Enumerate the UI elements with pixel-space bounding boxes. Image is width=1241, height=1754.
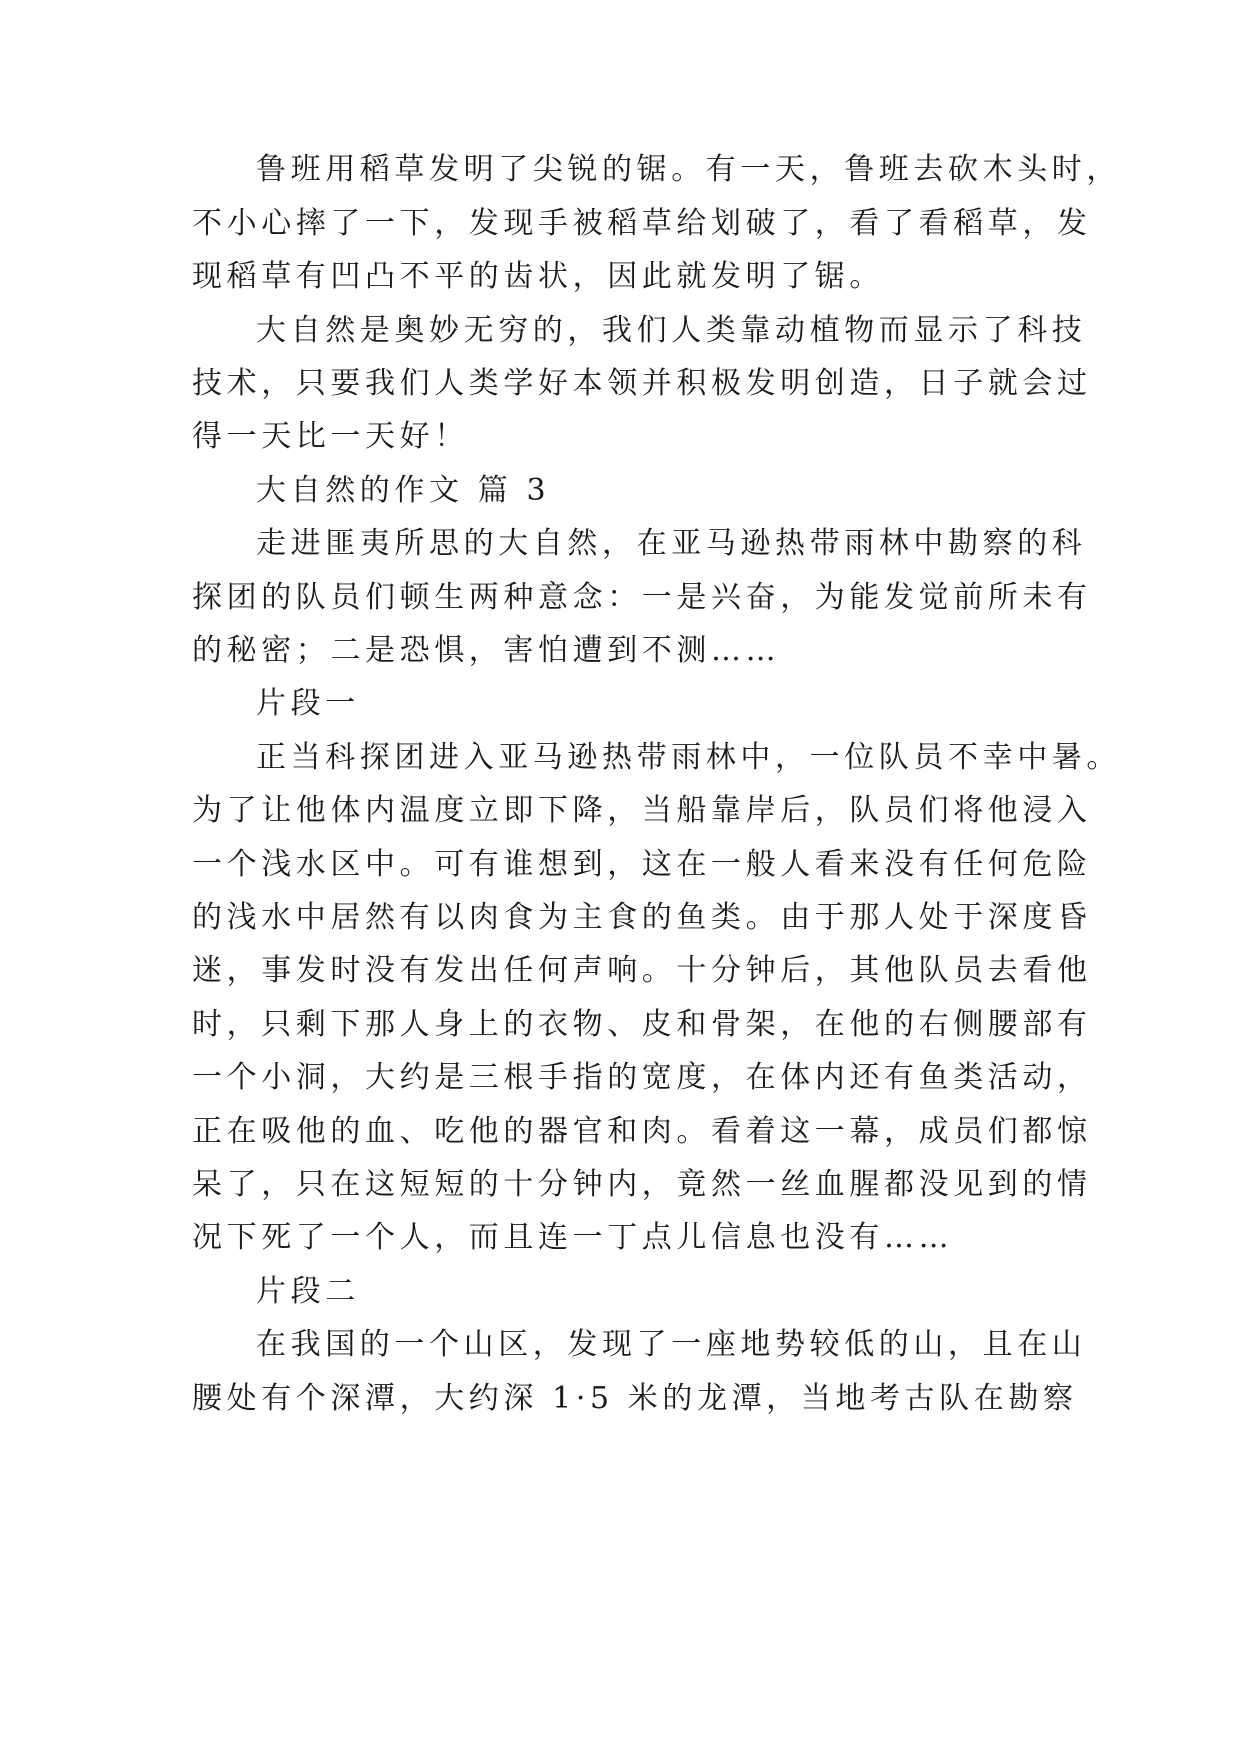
- paragraph-line: 探团的队员们顿生两种意念：一是兴奋，为能发觉前所未有: [192, 580, 1092, 615]
- paragraph-line: 正在吸他的血、吃他的器官和肉。看着这一幕，成员们都惊: [192, 1114, 1092, 1149]
- paragraph-line: 腰处有个深潭，大约深 1·5 米的龙潭，当地考古队在勘察: [192, 1381, 1078, 1416]
- paragraph-line: 不小心摔了一下，发现手被稻草给划破了，看了看稻草，发: [192, 206, 1092, 241]
- paragraph-line: 一个浅水区中。可有谁想到，这在一般人看来没有任何危险: [192, 847, 1092, 882]
- fragment-heading: 片段一: [256, 686, 360, 721]
- paragraph-line: 大自然是奥妙无穷的，我们人类靠动植物而显示了科技: [256, 313, 1087, 348]
- paragraph-line: 的浅水中居然有以肉食为主食的鱼类。由于那人处于深度昏: [192, 900, 1092, 935]
- paragraph-line: 鲁班用稻草发明了尖锐的锯。有一天，鲁班去砍木头时，: [256, 152, 1121, 187]
- paragraph-line: 正当科探团进入亚马逊热带雨林中，一位队员不幸中暑。: [256, 740, 1121, 775]
- paragraph-line: 为了让他体内温度立即下降，当船靠岸后，队员们将他浸入: [192, 793, 1092, 828]
- paragraph-line: 得一天比一天好！: [192, 419, 469, 454]
- paragraph-line: 的秘密；二是恐惧，害怕遭到不测……: [192, 633, 781, 668]
- paragraph-line: 一个小洞，大约是三根手指的宽度，在体内还有鱼类活动，: [192, 1060, 1092, 1095]
- paragraph-line: 迷，事发时没有发出任何声响。十分钟后，其他队员去看他: [192, 953, 1092, 988]
- paragraph-line: 在我国的一个山区，发现了一座地势较低的山，且在山: [256, 1327, 1087, 1362]
- section-heading: 大自然的作文 篇 3: [256, 473, 551, 508]
- fragment-heading: 片段二: [256, 1274, 360, 1309]
- paragraph-line: 现稻草有凹凸不平的齿状，因此就发明了锯。: [192, 259, 884, 294]
- paragraph-line: 技术，只要我们人类学好本领并积极发明创造，日子就会过: [192, 366, 1092, 401]
- paragraph-line: 时，只剩下那人身上的衣物、皮和骨架，在他的右侧腰部有: [192, 1007, 1092, 1042]
- paragraph-line: 走进匪夷所思的大自然，在亚马逊热带雨林中勘察的科: [256, 526, 1087, 561]
- paragraph-line: 况下死了一个人，而且连一丁点儿信息也没有……: [192, 1220, 954, 1255]
- paragraph-line: 呆了，只在这短短的十分钟内，竟然一丝血腥都没见到的情: [192, 1167, 1092, 1202]
